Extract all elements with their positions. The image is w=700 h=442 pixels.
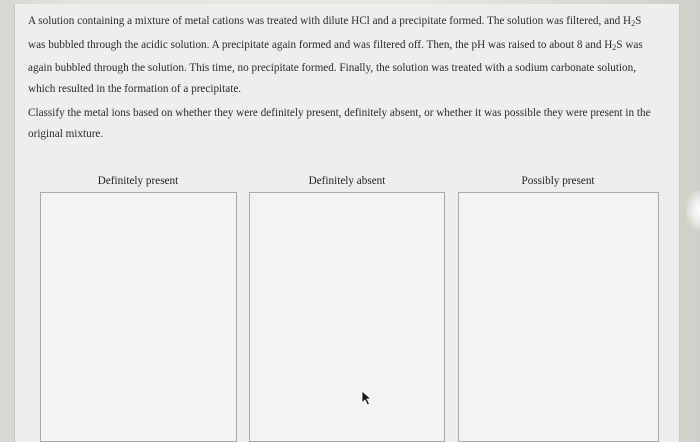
drop-zone-definitely-present[interactable]	[40, 192, 237, 442]
question-paragraph-2: Classify the metal ions based on whether they were definitely present, definitely absent, or whether it was possible they were present in the original mixture.	[28, 107, 651, 140]
drop-zone-definitely-absent[interactable]	[249, 192, 445, 442]
category-label-possibly-present: Possibly present	[521, 175, 595, 187]
drop-zone-possibly-present[interactable]	[458, 192, 659, 442]
question-text-part-2: S was bubbled through the acidic solution. A precipitate again formed and was filtered off. Then, the pH was raised to about 8 and H	[28, 15, 642, 51]
category-label-definitely-present: Definitely present	[97, 175, 179, 187]
subscript-2: 2	[631, 19, 636, 28]
category-label-definitely-absent: Definitely absent	[308, 175, 386, 187]
question-text-part-1: A solution containing a mixture of metal cations was treated with dilute HCl and a precipitate formed. The solution was filtered, and H	[28, 15, 632, 27]
question-text-part-3: S was again bubbled through the solution. This time, no precipitate formed. Finally, the solution was treated with a sodium carbonate solution, which resulted in the formation of a precipitate.	[28, 38, 643, 95]
mouse-pointer-icon	[361, 390, 373, 406]
question-paragraph-1	[28, 11, 658, 99]
subscript-2: 2	[612, 42, 617, 52]
screen-glare	[686, 190, 700, 230]
question-text	[28, 11, 658, 144]
